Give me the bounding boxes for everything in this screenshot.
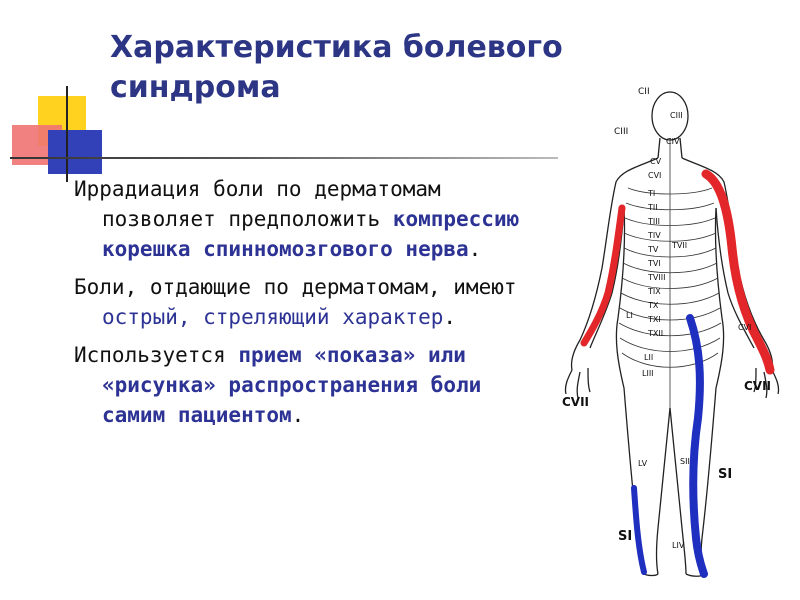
- slide-body: [74, 174, 544, 438]
- dermatome-body-illustration: [552, 78, 792, 578]
- label-t2: TII: [648, 203, 658, 212]
- paragraph-text: Боли, отдающие по дерматомам, имеют: [74, 275, 517, 299]
- label-t7: TVII: [672, 241, 688, 250]
- paragraph-end: .: [443, 305, 457, 329]
- slide-title-line1: Характеристика болевого: [110, 30, 563, 65]
- label-c7-left: CVII: [562, 395, 590, 409]
- label-l1: LI: [626, 311, 633, 320]
- paragraph-highlight: компрессию корешка спинномозгового нерва: [102, 207, 520, 261]
- label-s1-left: SI: [618, 529, 633, 544]
- paragraph-text: Используется: [74, 343, 239, 367]
- label-t10: TX: [648, 301, 659, 310]
- label-t6: TVI: [648, 259, 661, 268]
- label-t12: TXII: [648, 329, 664, 338]
- label-t8: TVIII: [648, 273, 666, 282]
- label-c3: CIII: [670, 111, 683, 120]
- label-l5: LV: [638, 459, 648, 468]
- label-c7-right: CVII: [744, 379, 772, 393]
- paragraph-highlight: прием «показа» или «рисунка» распространения боли самим пациентом: [102, 343, 482, 427]
- dermatome-labels: [562, 87, 771, 550]
- paragraph-highlight: острый, стреляющий характер: [102, 305, 444, 329]
- label-t9: TIX: [648, 287, 661, 296]
- paragraph-pain-character: [74, 272, 544, 332]
- label-c6: CVI: [648, 171, 662, 180]
- paragraph-method: [74, 340, 544, 430]
- label-t1: TI: [648, 189, 656, 198]
- label-s2: SII: [680, 457, 690, 466]
- body-outline: [565, 92, 778, 576]
- slide-title-line2: синдрома: [110, 70, 281, 105]
- label-c6-hand: CVI: [738, 323, 752, 332]
- label-t5: TV: [648, 245, 659, 254]
- label-l3: LIII: [642, 369, 654, 378]
- decor-blue-square: [48, 130, 102, 174]
- label-s1-right: SI: [718, 467, 733, 482]
- paragraph-end: .: [468, 237, 482, 261]
- paragraph-text: Иррадиация боли по дерматомам позволяет предположить: [74, 177, 441, 231]
- title-divider-line: [10, 157, 558, 159]
- decor-vertical-line: [66, 86, 68, 182]
- label-c3-left: CIII: [614, 127, 629, 137]
- dermatome-figure: [552, 78, 792, 578]
- label-l4: LIV: [672, 541, 685, 550]
- label-t11: TXI: [648, 315, 661, 324]
- label-c2: CII: [638, 87, 650, 97]
- paragraph-end: .: [291, 403, 305, 427]
- label-t3: TIII: [648, 217, 660, 226]
- label-l2: LII: [644, 353, 654, 362]
- label-c4: CIV: [666, 137, 680, 146]
- paragraph-irradiation: [74, 174, 544, 264]
- label-t4: TIV: [648, 231, 661, 240]
- label-c5: CV: [650, 157, 662, 166]
